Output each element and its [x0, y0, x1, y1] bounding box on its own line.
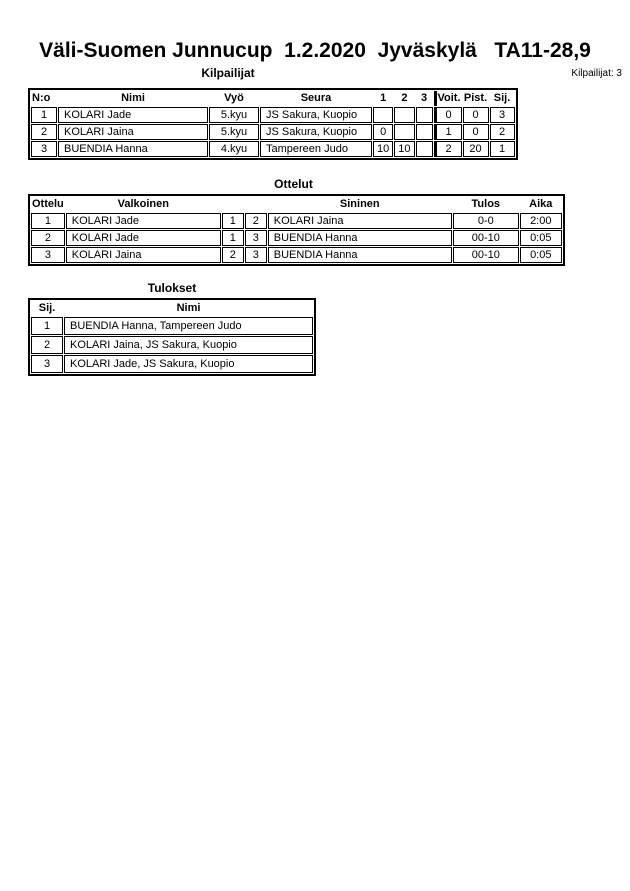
header-cell: Pist.	[463, 92, 488, 104]
header-cell	[222, 197, 244, 212]
cell-match1: 0	[373, 124, 393, 140]
cell-match3	[416, 124, 433, 140]
header-cell: N:o	[32, 92, 51, 104]
cell-number: 2	[31, 124, 57, 140]
competitor-row	[31, 107, 515, 123]
results-table	[28, 298, 316, 376]
cell-match-number: 2	[31, 230, 65, 246]
cell-match3	[416, 107, 433, 123]
cell-name-club: KOLARI Jaina, JS Sakura, Kuopio	[64, 336, 313, 354]
cell-number: 1	[31, 107, 57, 123]
cell-blue-number: 2	[245, 213, 267, 229]
cell-white-name: KOLARI Jade	[66, 213, 221, 229]
header-cell: Sininen	[339, 198, 380, 210]
cell-time: 2:00	[520, 213, 562, 229]
cell-rank: 3	[490, 107, 515, 123]
competitors-table	[28, 88, 518, 160]
cell-white-number: 1	[222, 213, 244, 229]
cell-match-number: 3	[31, 247, 65, 263]
result-row	[31, 336, 313, 354]
section-title-kilpailijat: Kilpailijat	[201, 66, 255, 80]
match-row	[31, 213, 562, 229]
cell-white-name: KOLARI Jade	[66, 230, 221, 246]
cell-white-name: KOLARI Jaina	[66, 247, 221, 263]
cell-name: BUENDIA Hanna	[58, 141, 208, 157]
header-cell: 1	[380, 92, 387, 104]
header-cell: Aika	[529, 198, 553, 210]
header-cell: Sij.	[38, 302, 56, 314]
cell-rank: 2	[490, 124, 515, 140]
cell-score: 00-10	[453, 247, 519, 263]
cell-time: 0:05	[520, 247, 562, 263]
cell-club: Tampereen Judo	[260, 141, 372, 157]
section-title-tulokset: Tulokset	[147, 281, 197, 295]
cell-name: KOLARI Jade	[58, 107, 208, 123]
cell-match1	[373, 107, 393, 123]
cell-club: JS Sakura, Kuopio	[260, 124, 372, 140]
header-cell: Sij.	[493, 92, 511, 104]
cell-points: 0	[463, 107, 489, 123]
competitor-row	[31, 124, 515, 140]
competitor-count-label: Kilpailijat: 3	[571, 68, 622, 79]
cell-rank: 3	[31, 355, 63, 373]
cell-white-number: 2	[222, 247, 244, 263]
cell-match3	[416, 141, 433, 157]
header-cell: Ottelu	[32, 198, 64, 210]
cell-rank: 1	[31, 317, 63, 335]
matches-table	[28, 194, 565, 266]
cell-wins: 2	[434, 141, 462, 157]
header-cell: Seura	[300, 92, 332, 104]
header-cell: Valkoinen	[117, 198, 169, 210]
header-cell: Nimi	[121, 92, 145, 104]
match-row	[31, 230, 562, 246]
cell-match2	[394, 107, 414, 123]
match-row	[31, 247, 562, 263]
cell-name-club: KOLARI Jade, JS Sakura, Kuopio	[64, 355, 313, 373]
header-cell: Vyö	[224, 92, 244, 104]
cell-belt: 4.kyu	[209, 141, 259, 157]
cell-points: 0	[463, 124, 489, 140]
result-row	[31, 317, 313, 335]
page-title: Väli-Suomen Junnucup 1.2.2020 Jyväskylä TA11-28,9	[39, 39, 591, 62]
cell-white-number: 1	[222, 230, 244, 246]
cell-match-number: 1	[31, 213, 65, 229]
cell-belt: 5.kyu	[209, 124, 259, 140]
cell-club: JS Sakura, Kuopio	[260, 107, 372, 123]
cell-wins: 0	[434, 107, 462, 123]
cell-match2: 10	[394, 141, 414, 157]
cell-score: 00-10	[453, 230, 519, 246]
result-row	[31, 355, 313, 373]
cell-number: 3	[31, 141, 57, 157]
cell-belt: 5.kyu	[209, 107, 259, 123]
competitors-header-row	[31, 91, 515, 106]
cell-name-club: BUENDIA Hanna, Tampereen Judo	[64, 317, 313, 335]
matches-header-row	[31, 197, 562, 212]
cell-blue-name: BUENDIA Hanna	[268, 230, 452, 246]
header-cell: Nimi	[176, 302, 201, 314]
cell-blue-name: BUENDIA Hanna	[268, 247, 452, 263]
cell-match1: 10	[373, 141, 393, 157]
header-cell	[245, 197, 267, 212]
cell-rank: 2	[31, 336, 63, 354]
cell-time: 0:05	[520, 230, 562, 246]
header-cell: Tulos	[471, 198, 501, 210]
header-cell: Voit.	[434, 91, 462, 106]
section-title-ottelut: Ottelut	[274, 177, 313, 191]
cell-score: 0-0	[453, 213, 519, 229]
competitor-row	[31, 141, 515, 157]
results-header-row	[31, 301, 313, 316]
cell-match2	[394, 124, 414, 140]
cell-points: 20	[463, 141, 489, 157]
cell-blue-name: KOLARI Jaina	[268, 213, 452, 229]
cell-blue-number: 3	[245, 230, 267, 246]
cell-name: KOLARI Jaina	[58, 124, 208, 140]
cell-wins: 1	[434, 124, 462, 140]
cell-blue-number: 3	[245, 247, 267, 263]
header-cell: 2	[401, 92, 408, 104]
cell-rank: 1	[490, 141, 515, 157]
header-cell: 3	[420, 92, 428, 104]
